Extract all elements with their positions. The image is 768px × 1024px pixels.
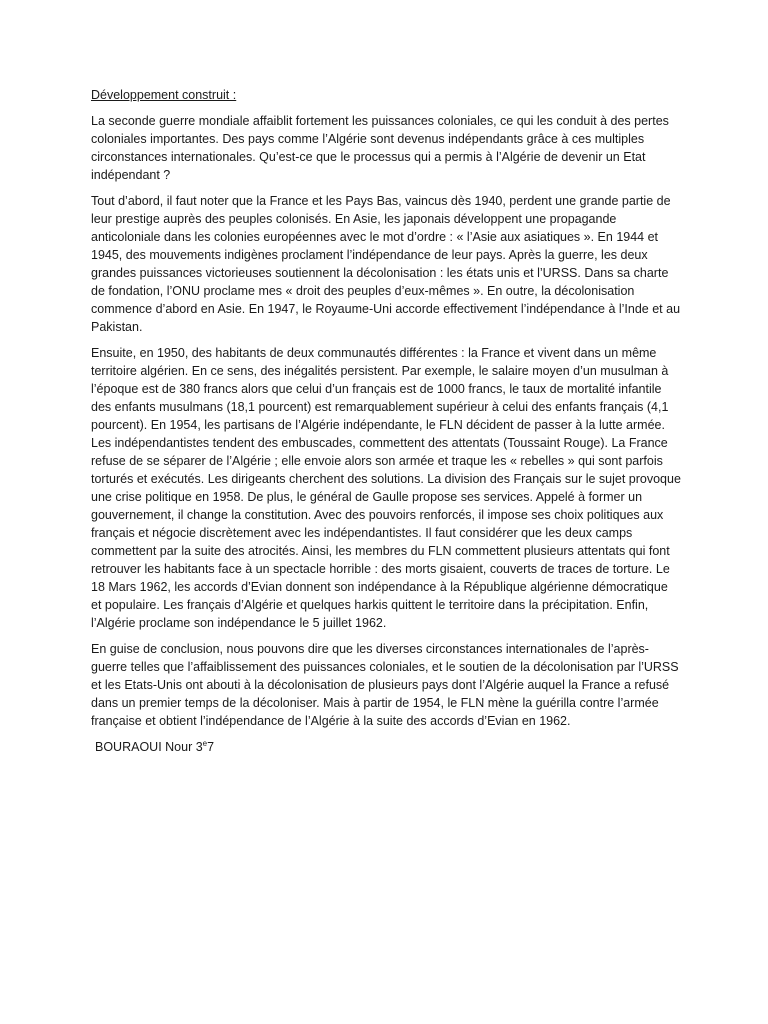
section-heading: Développement construit : [91,88,237,102]
paragraph-part-one: Tout d’abord, il faut noter que la France et les Pays Bas, vaincus dès 1940, perdent une grande partie de leur prestige auprès des peuples colonisés. En Asie, les japonais développent une propagande anticoloniale dans les colonies européennes avec le mot d’ordre : « l’Asie aux asiatiques ». En 1944 et 1945, des mouvements indigènes proclament l’indépendance de leur pays. Après la guerre, les deux grandes puissances victorieuses soutiennent la décolonisation : les états unis et l’URSS. Dans sa charte de fondation, l’ONU proclame mes « droit des peuples d’eux-mêmes ». En outre, la décolonisation commence d’abord en Asie. En 1947, le Royaume-Uni accorde effectivement l’indépendance à l’Inde et au Pakistan. [91,194,681,334]
paragraph-introduction: La seconde guerre mondiale affaiblit fortement les puissances coloniales, ce qui les conduit à des pertes coloniales importantes. Des pays comme l’Algérie sont devenus indépendants grâce à ces multiples circonstances internationales. Qu’est-ce que le processus qui a permis à l’Algérie de devenir un Etat indépendant ? [91,114,669,182]
paragraph-part-two: Ensuite, en 1950, des habitants de deux communautés différentes : la France et vivent dans un même territoire algérien. En ce sens, des inégalités persistent. Par exemple, le salaire moyen d’un musulman à l’époque est de 380 francs alors que celui d’un français est de 1000 francs, le taux de mortalité infantile des enfants musulmans (18,1 pourcent) est remarquablement supérieur à celui des enfants français (4,1 pourcent). En 1954, les partisans de l’Algérie indépendante, le FLN décident de passer à la lutte armée. Les indépendantistes tendent des embuscades, commettent des attentats (Toussaint Rouge). La France refuse de se séparer de l’Algérie ; elle envoie alors son armée et traque les « rebelles » qui sont parfois torturés et exécutés. Les dirigeants cherchent des solutions. La division des Français sur le sujet provoque une crise politique en 1958. De plus, le général de Gaulle propose ses services. Appelé à former un gouvernement, il change la constitution. Avec des pouvoirs renforcés, il impose ses choix politiques aux français et négocie discrètement avec les indépendantistes. Il faut considérer que les deux camps commettent par la suite des atrocités. Ainsi, les membres du FLN commettent plusieurs attentats qui font retrouver les habitants face à un spectacle horrible : des morts gisaient, couverts de traces de torture. Le 18 Mars 1962, les accords d’Evian donnent son indépendance à la République algérienne démocratique et populaire. Les français d’Algérie et quelques harkis quittent le territoire dans la précipitation. Enfin, l’Algérie proclame son indépendance le 5 juillet 1962. [91,346,681,630]
class-suffix: 7 [207,740,215,754]
document-body [91,86,681,756]
author-signature [95,738,681,756]
class-superscript: e [202,739,208,748]
author-name: BOURAOUI Nour 3 [95,740,203,754]
paragraph-conclusion: En guise de conclusion, nous pouvons dire que les diverses circonstances internationales de l’après-guerre telles que l’affaiblissement des puissances coloniales, et le soutien de la décolonisation par l’URSS et les Etats-Unis ont abouti à la décolonisation de plusieurs pays dont l’Algérie auquel la France a refusé dans un premier temps de la décoloniser. Mais à partir de 1954, le FLN mène la guérilla contre l’armée française et obtient l’indépendance de l’Algérie à la suite des accords d’Evian en 1962. [91,642,679,728]
